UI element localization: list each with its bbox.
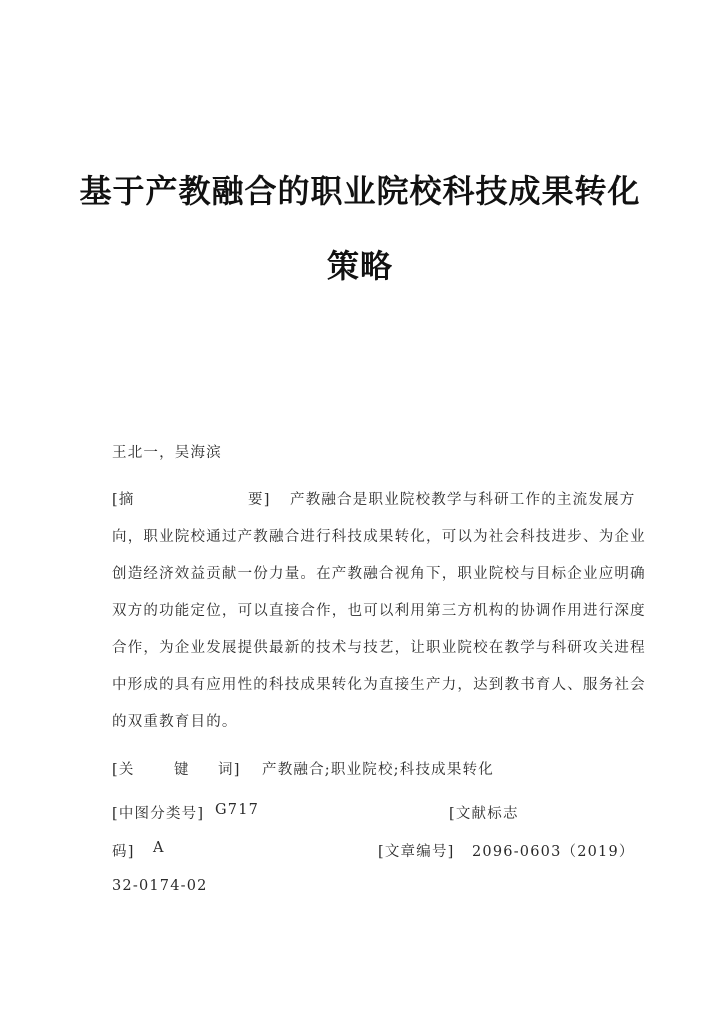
abstract-line-3: 创造经济效益贡献一份力量。在产教融合视角下，职业院校与目标企业应明确: [112, 566, 646, 582]
doc-code-value: A: [153, 840, 165, 856]
abstract-line-7: 的双重教育目的。: [112, 714, 238, 730]
article-number-value: 2096-0603（2019）: [472, 844, 635, 860]
abstract-line-1: 产教融合是职业院校教学与科研工作的主流发展方: [290, 492, 636, 508]
keywords-label-b: 键: [174, 762, 190, 778]
doc-code-label-part2: 码]: [112, 844, 135, 860]
doc-code-label-part1: [文献标志: [449, 806, 519, 822]
article-number-value-cont: 32-0174-02: [112, 878, 208, 894]
abstract-label-close: 要]: [248, 492, 271, 508]
keywords-value: 产教融合;职业院校;科技成果转化: [262, 762, 494, 778]
article-number-label: [文章编号]: [378, 844, 455, 860]
classification-value: G717: [215, 802, 260, 818]
abstract-line-6: 中形成的具有应用性的科技成果转化为直接生产力，达到教书育人、服务社会: [112, 677, 646, 693]
title-line-2: 策略: [326, 247, 393, 285]
keywords-label-c: 词]: [218, 762, 241, 778]
title-line-1: 基于产教融合的职业院校科技成果转化: [79, 172, 641, 210]
abstract-line-5: 合作，为企业发展提供最新的技术与技艺，让职业院校在教学与科研攻关进程: [112, 640, 646, 656]
authors: 王北一，吴海滨: [112, 445, 222, 461]
abstract-line-4: 双方的功能定位，可以直接合作，也可以利用第三方机构的协调作用进行深度: [112, 603, 646, 619]
keywords-label-a: [关: [112, 762, 135, 778]
abstract-label-open: [摘: [112, 492, 135, 508]
classification-label: [中图分类号]: [112, 806, 205, 822]
abstract-line-2: 向，职业院校通过产教融合进行科技成果转化，可以为社会科技进步、为企业: [112, 529, 646, 545]
